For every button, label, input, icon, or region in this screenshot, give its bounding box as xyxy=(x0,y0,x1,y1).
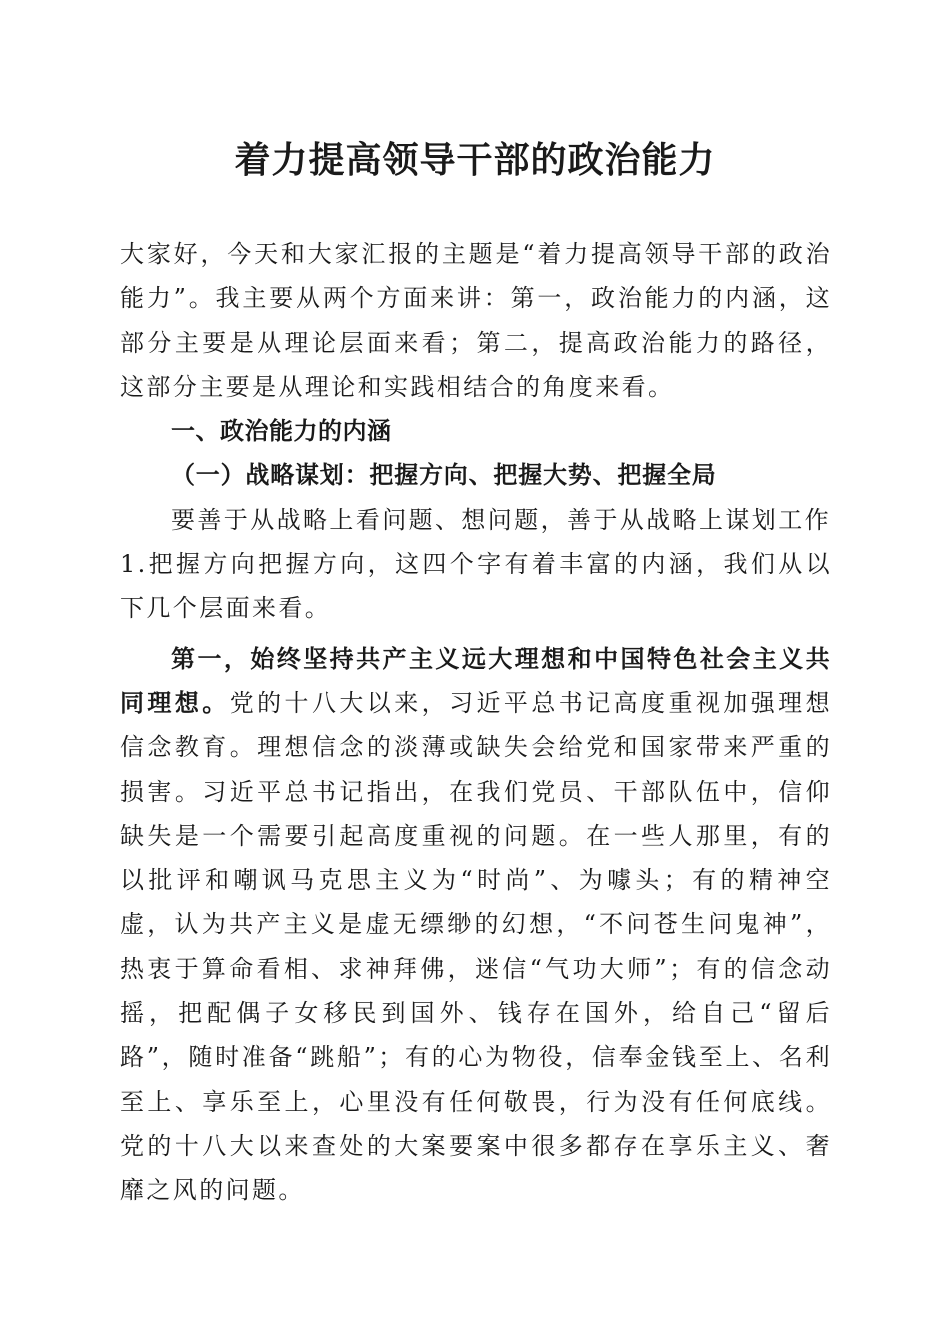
document-body xyxy=(120,232,832,1213)
strategy-paragraph: 要善于从战略上看问题、想问题，善于从战略上谋划工作 xyxy=(171,505,831,534)
intro-paragraph: 大家好，今天和大家汇报的主题是“着力提高领导干部的政治能力”。我主要从两个方面来讲：第一，政治能力的内涵，这部分主要是从理论层面来看；第二，提高政治能力的路径，这部分主要是从理论和实践相结合的角度来看。 xyxy=(120,240,832,401)
first-point-body: 党的十八大以来，习近平总书记高度重视加强理想信念教育。理想信念的淡薄或缺失会给党和国家带来严重的损害。习近平总书记指出，在我们党员、干部队伍中，信仰缺失是一个需要引起高度重视的问题。在一些人那里，有的以批评和嘲讽马克思主义为“时尚”、为噱头；有的精神空虚，认为共产主义是虚无缥缈的幻想，“不问苍生问鬼神”，热衷于算命看相、求神拜佛，迷信“气功大师”；有的信念动摇，把配偶子女移民到国外、钱存在国外，给自己“留后路”，随时准备“跳船”；有的心为物役，信奉金钱至上、名利至上、享乐至上，心里没有任何敬畏，行为没有任何底线。党的十八大以来查处的大案要案中很多都存在享乐主义、奢靡之风的问题。 xyxy=(120,688,832,1205)
first-point-lead: 第一，始终坚持共产主义远大理想和中国特色社会主义共同理想。 xyxy=(120,643,832,717)
document-title: 着力提高领导干部的政治能力 xyxy=(234,139,716,181)
first-point-paragraph xyxy=(120,637,832,1213)
section-heading-1: 一、政治能力的内涵 xyxy=(171,417,392,446)
subsection-heading: （一）战略谋划：把握方向、把握大势、把握全局 xyxy=(171,460,717,490)
direction-paragraph: 1.把握方向把握方向，这四个字有着丰富的内涵，我们从以下几个层面来看。 xyxy=(120,550,832,623)
